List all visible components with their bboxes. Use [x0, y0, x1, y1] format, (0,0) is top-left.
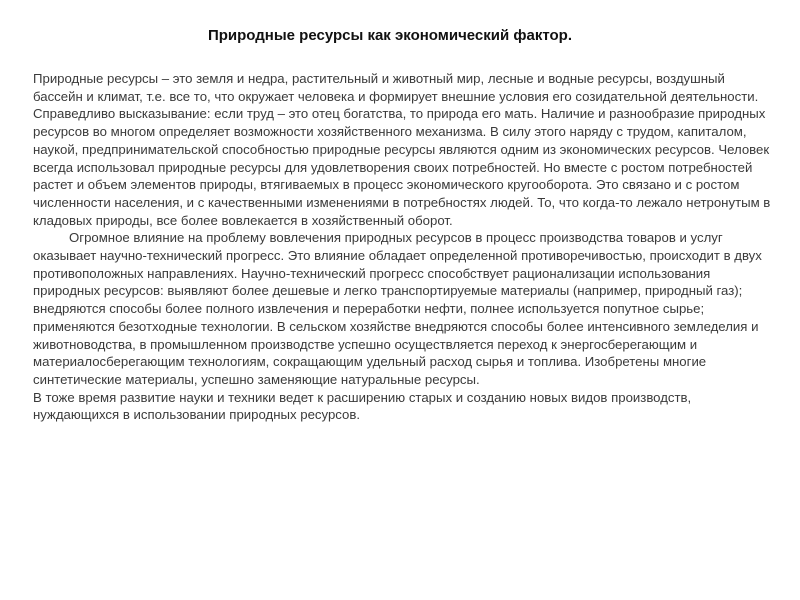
- paragraph-intro: Природные ресурсы – это земля и недра, растительный и животный мир, лесные и водные ресурсы, воздушный бассейн и климат, т.е. все то, что окружает человека и формирует внешние условия его созидательной деятельности. Справедливо высказывание: если труд – это отец богатства, то природа его мать. Наличие и разнообразие природных ресурсов во многом определяет возможности хозяйственного механизма. В силу этого наряду с трудом, капиталом, наукой, предпринимательской способностью природные ресурсы являются одним из экономических ресурсов. Человек всегда использовал природные ресурсы для удовлетворения своих потребностей. Но вместе с ростом потребностей растет и объем элементов природы, втягиваемых в процесс экономического кругооборота. Это связано и с ростом численности населения, и с качественными изменениями в потребностях людей. То, что когда-то лежало нетронутым в кладовых природы, все более вовлекается в хозяйственный оборот.: [33, 71, 771, 228]
- paragraph-conclusion: В тоже время развитие науки и техники ведет к расширению старых и созданию новых видов производств, нуждающихся в использовании природных ресурсов.: [33, 389, 692, 423]
- paragraph-scientific-progress: Огромное влияние на проблему вовлечения природных ресурсов в процесс производства товаров и услуг оказывает научно-технический прогресс. Это влияние обладает определенной противоречивостью, происходит в двух противоположных направлениях. Научно-технический прогресс способствует рационализации использования природных ресурсов: выявляют более дешевые и легко транспортируемые материалы (например, природный газ); внедряются способы более полного извлечения и переработки нефти, полнее используется попутное сырье; применяются безотходные технологии. В сельском хозяйстве внедряются способы более интенсивного земледелия и животноводства, в промышленном производстве успешно осуществляется переход к энергосберегающим и материалосберегающим технологиям, сокращающим удельный расход сырья и топлива. Изобретены многие синтетические материалы, успешно заменяющие натуральные ресурсы.: [33, 230, 762, 387]
- slide-body: [33, 70, 773, 424]
- slide-title: Природные ресурсы как экономический фактор.: [207, 27, 573, 44]
